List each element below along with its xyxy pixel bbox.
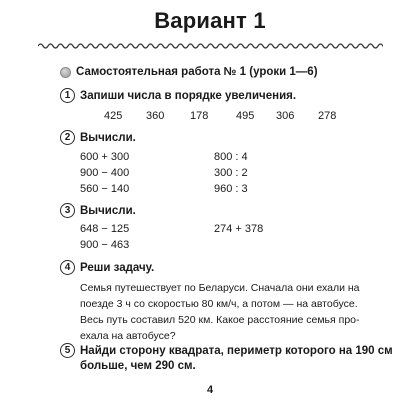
page-title: Вариант 1 — [154, 8, 266, 33]
task-2-header — [60, 130, 136, 145]
task-3-title: Вычисли. — [80, 204, 136, 217]
text-line: Весь путь составил 520 км. Какое расстояние семья про- — [80, 314, 360, 326]
task-3-header — [60, 203, 136, 218]
task-number-badge: 3 — [60, 203, 75, 218]
text-line: поезде 3 ч со скоростью 80 км/ч, а потом — на автобусе. — [80, 298, 358, 310]
expression: 560 − 140 — [80, 183, 130, 195]
task-4-header — [60, 260, 154, 275]
task-4-title: Реши задачу. — [80, 261, 155, 274]
expression: 600 + 300 — [80, 151, 130, 163]
task-1-title: Запиши числа в порядке увеличения. — [80, 89, 297, 102]
expression: 960 : 3 — [214, 183, 248, 195]
bullet-icon — [60, 67, 71, 78]
number-item: 306 — [276, 110, 295, 122]
number-item: 278 — [318, 110, 337, 122]
expression: 300 : 2 — [214, 167, 248, 179]
expression: 800 : 4 — [214, 151, 248, 163]
section-title: Самостоятельная работа № 1 (уроки 1—6) — [76, 66, 318, 78]
title-wave-divider — [38, 42, 383, 50]
expression: 900 − 400 — [80, 167, 130, 179]
task-number-badge: 5 — [60, 343, 75, 358]
text-line: ехала на автобусе? — [80, 330, 176, 342]
expression: 648 − 125 — [80, 223, 130, 235]
task-5-text-line-2: больше, чем 290 см. — [80, 360, 196, 372]
task-number-badge: 4 — [60, 260, 75, 275]
task-4-text — [80, 280, 380, 344]
task-1-header — [60, 88, 296, 103]
task-5-header — [60, 343, 393, 358]
expression: 274 + 378 — [214, 223, 264, 235]
task-2-title: Вычисли. — [80, 131, 136, 144]
text-line: Семья путешествует по Беларуси. Сначала они ехали на — [80, 282, 360, 294]
number-item: 178 — [190, 110, 209, 122]
section-header — [60, 66, 318, 78]
number-item: 360 — [146, 110, 165, 122]
expression: 900 − 463 — [80, 239, 130, 251]
task-number-badge: 1 — [60, 88, 75, 103]
task-number-badge: 2 — [60, 130, 75, 145]
task-5-text-line-1: Найди сторону квадрата, периметр которого на 190 см — [80, 344, 393, 357]
page-number: 4 — [206, 384, 214, 396]
number-item: 495 — [236, 110, 255, 122]
number-item: 425 — [104, 110, 123, 122]
